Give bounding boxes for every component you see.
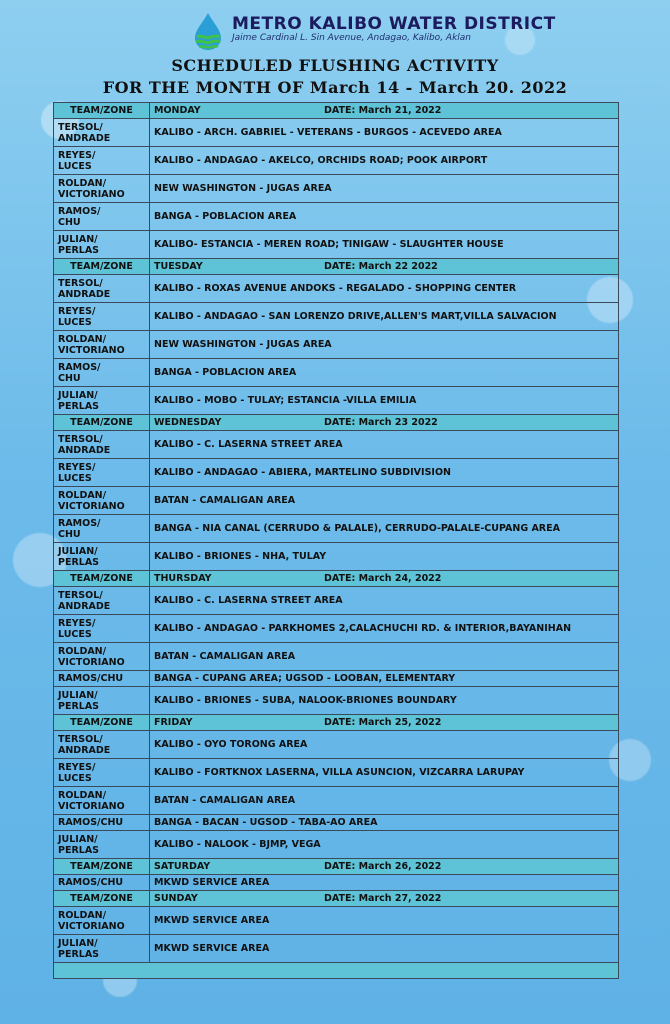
team-line-1: RAMOS/CHU <box>58 673 124 684</box>
team-line-2: LUCES <box>58 472 92 484</box>
team-cell <box>54 231 150 259</box>
table-row <box>54 759 619 787</box>
team-line-2: ANDRADE <box>58 132 111 144</box>
team-line-1: TERSOL/ <box>58 433 103 445</box>
organization-address: Jaime Cardinal L. Sin Avenue, Andagao, Kalibo, Aklan <box>232 33 472 43</box>
day-header-row <box>54 715 619 731</box>
table-row <box>54 459 619 487</box>
team-zone-header: TEAM/ZONE <box>54 859 150 875</box>
table-row <box>54 231 619 259</box>
team-line-1: RAMOS/ <box>58 205 101 217</box>
team-cell <box>54 303 150 331</box>
team-line-2: LUCES <box>58 316 92 328</box>
day-header-row <box>54 859 619 875</box>
team-line-1: REYES/ <box>58 761 96 773</box>
area-cell: KALIBO - FORTKNOX LASERNA, VILLA ASUNCION, VIZCARRA LARUPAY <box>150 759 619 787</box>
table-row <box>54 543 619 571</box>
area-cell: BANGA - BACAN - UGSOD - TABA-AO AREA <box>150 815 619 831</box>
water-drop-logo-icon <box>192 12 224 52</box>
team-line-2: LUCES <box>58 160 92 172</box>
team-line-2: PERLAS <box>58 400 100 412</box>
day-name: SATURDAY <box>154 861 211 872</box>
team-line-2: CHU <box>58 216 81 228</box>
area-cell: KALIBO - ANDAGAO - ABIERA, MARTELINO SUBDIVISION <box>150 459 619 487</box>
team-cell <box>54 671 150 687</box>
flushing-schedule-table <box>53 102 619 979</box>
day-header-row <box>54 891 619 907</box>
area-cell: BANGA - NIA CANAL (CERRUDO & PALALE), CERRUDO-PALALE-CUPANG AREA <box>150 515 619 543</box>
team-cell <box>54 643 150 671</box>
area-cell: KALIBO - OYO TORONG AREA <box>150 731 619 759</box>
team-cell <box>54 203 150 231</box>
team-cell <box>54 875 150 891</box>
team-line-1: ROLDAN/ <box>58 789 107 801</box>
table-row <box>54 515 619 543</box>
team-cell <box>54 331 150 359</box>
area-cell: KALIBO - BRIONES - NHA, TULAY <box>150 543 619 571</box>
team-cell <box>54 815 150 831</box>
team-cell <box>54 587 150 615</box>
day-header-row <box>54 103 619 119</box>
team-cell <box>54 431 150 459</box>
team-cell <box>54 515 150 543</box>
team-cell <box>54 459 150 487</box>
day-header-row <box>54 259 619 275</box>
area-cell: KALIBO - ANDAGAO - PARKHOMES 2,CALACHUCHI RD. & INTERIOR,BAYANIHAN <box>150 615 619 643</box>
day-name: TUESDAY <box>154 261 203 272</box>
document-subtitle: FOR THE MONTH OF March 14 - March 20. 2022 <box>102 78 568 97</box>
team-line-2: PERLAS <box>58 844 100 856</box>
table-row <box>54 387 619 415</box>
team-line-2: PERLAS <box>58 948 100 960</box>
table-row <box>54 907 619 935</box>
team-line-1: REYES/ <box>58 617 96 629</box>
area-cell: BANGA - POBLACION AREA <box>150 359 619 387</box>
team-line-2: VICTORIANO <box>58 344 125 356</box>
table-row <box>54 487 619 515</box>
team-line-1: TERSOL/ <box>58 733 103 745</box>
team-line-1: ROLDAN/ <box>58 489 107 501</box>
team-zone-header: TEAM/ZONE <box>54 259 150 275</box>
day-date-header <box>150 259 619 275</box>
day-name: THURSDAY <box>154 573 212 584</box>
day-date-header <box>150 103 619 119</box>
team-line-2: PERLAS <box>58 244 100 256</box>
area-cell: KALIBO - ROXAS AVENUE ANDOKS - REGALADO - SHOPPING CENTER <box>150 275 619 303</box>
table-footer-cell <box>54 963 619 979</box>
area-cell: MKWD SERVICE AREA <box>150 907 619 935</box>
team-line-1: JULIAN/ <box>58 233 98 245</box>
area-cell: MKWD SERVICE AREA <box>150 875 619 891</box>
team-line-2: ANDRADE <box>58 288 111 300</box>
day-name: FRIDAY <box>154 717 193 728</box>
day-date: DATE: March 27, 2022 <box>324 893 442 904</box>
area-cell: BATAN - CAMALIGAN AREA <box>150 787 619 815</box>
table-row <box>54 147 619 175</box>
day-date-header <box>150 571 619 587</box>
team-line-2: ANDRADE <box>58 444 111 456</box>
area-cell: NEW WASHINGTON - JUGAS AREA <box>150 175 619 203</box>
day-date: DATE: March 26, 2022 <box>324 861 442 872</box>
table-row <box>54 831 619 859</box>
document-header <box>0 0 670 100</box>
team-line-1: RAMOS/ <box>58 517 101 529</box>
area-cell: KALIBO - ANDAGAO - SAN LORENZO DRIVE,ALLEN'S MART,VILLA SALVACION <box>150 303 619 331</box>
team-cell <box>54 487 150 515</box>
team-line-2: CHU <box>58 372 81 384</box>
area-cell: NEW WASHINGTON - JUGAS AREA <box>150 331 619 359</box>
day-date-header <box>150 859 619 875</box>
table-row <box>54 275 619 303</box>
document-title: SCHEDULED FLUSHING ACTIVITY <box>171 56 499 75</box>
team-cell <box>54 119 150 147</box>
team-zone-header: TEAM/ZONE <box>54 103 150 119</box>
day-date: DATE: March 25, 2022 <box>324 717 442 728</box>
team-line-2: VICTORIANO <box>58 800 125 812</box>
table-row <box>54 671 619 687</box>
team-zone-header: TEAM/ZONE <box>54 891 150 907</box>
team-cell <box>54 907 150 935</box>
day-name: MONDAY <box>154 105 201 116</box>
table-row <box>54 875 619 891</box>
day-date: DATE: March 21, 2022 <box>324 105 442 116</box>
table-row <box>54 935 619 963</box>
area-cell: BANGA - POBLACION AREA <box>150 203 619 231</box>
table-row <box>54 175 619 203</box>
area-cell: MKWD SERVICE AREA <box>150 935 619 963</box>
table-row <box>54 643 619 671</box>
team-line-1: JULIAN/ <box>58 937 98 949</box>
table-row <box>54 787 619 815</box>
team-cell <box>54 759 150 787</box>
table-row <box>54 359 619 387</box>
day-header-row <box>54 415 619 431</box>
team-line-2: CHU <box>58 528 81 540</box>
team-cell <box>54 359 150 387</box>
team-line-1: JULIAN/ <box>58 389 98 401</box>
day-name: SUNDAY <box>154 893 198 904</box>
table-row <box>54 687 619 715</box>
team-zone-header: TEAM/ZONE <box>54 415 150 431</box>
team-line-1: RAMOS/ <box>58 361 101 373</box>
team-cell <box>54 147 150 175</box>
team-cell <box>54 387 150 415</box>
team-zone-header: TEAM/ZONE <box>54 715 150 731</box>
team-line-2: PERLAS <box>58 700 100 712</box>
team-line-1: ROLDAN/ <box>58 645 107 657</box>
day-date-header <box>150 415 619 431</box>
area-cell: KALIBO - MOBO - TULAY; ESTANCIA -VILLA EMILIA <box>150 387 619 415</box>
team-line-2: VICTORIANO <box>58 656 125 668</box>
team-cell <box>54 175 150 203</box>
team-line-1: RAMOS/CHU <box>58 877 124 888</box>
team-line-1: TERSOL/ <box>58 277 103 289</box>
team-line-1: JULIAN/ <box>58 689 98 701</box>
team-line-2: LUCES <box>58 772 92 784</box>
team-line-1: JULIAN/ <box>58 833 98 845</box>
area-cell: BATAN - CAMALIGAN AREA <box>150 487 619 515</box>
team-line-1: REYES/ <box>58 149 96 161</box>
team-line-2: VICTORIANO <box>58 920 125 932</box>
organization-name: METRO KALIBO WATER DISTRICT <box>232 14 556 34</box>
team-line-2: ANDRADE <box>58 744 111 756</box>
team-line-2: VICTORIANO <box>58 500 125 512</box>
area-cell: KALIBO- ESTANCIA - MEREN ROAD; TINIGAW - SLAUGHTER HOUSE <box>150 231 619 259</box>
team-cell <box>54 687 150 715</box>
team-line-1: TERSOL/ <box>58 121 103 133</box>
team-cell <box>54 731 150 759</box>
table-row <box>54 203 619 231</box>
day-name: WEDNESDAY <box>154 417 222 428</box>
team-cell <box>54 275 150 303</box>
area-cell: KALIBO - NALOOK - BJMP, VEGA <box>150 831 619 859</box>
table-row <box>54 431 619 459</box>
day-header-row <box>54 571 619 587</box>
table-row <box>54 815 619 831</box>
day-date: DATE: March 22 2022 <box>324 261 438 272</box>
team-line-1: ROLDAN/ <box>58 333 107 345</box>
day-date-header <box>150 715 619 731</box>
area-cell: KALIBO - ANDAGAO - AKELCO, ORCHIDS ROAD; POOK AIRPORT <box>150 147 619 175</box>
team-line-1: ROLDAN/ <box>58 909 107 921</box>
team-line-2: LUCES <box>58 628 92 640</box>
table-row <box>54 119 619 147</box>
area-cell: BATAN - CAMALIGAN AREA <box>150 643 619 671</box>
team-line-1: REYES/ <box>58 461 96 473</box>
table-row <box>54 587 619 615</box>
team-cell <box>54 615 150 643</box>
team-line-1: JULIAN/ <box>58 545 98 557</box>
team-cell <box>54 787 150 815</box>
area-cell: BANGA - CUPANG AREA; UGSOD - LOOBAN, ELEMENTARY <box>150 671 619 687</box>
team-zone-header: TEAM/ZONE <box>54 571 150 587</box>
team-line-2: VICTORIANO <box>58 188 125 200</box>
team-cell <box>54 543 150 571</box>
area-cell: KALIBO - ARCH. GABRIEL - VETERANS - BURGOS - ACEVEDO AREA <box>150 119 619 147</box>
team-line-2: PERLAS <box>58 556 100 568</box>
day-date: DATE: March 24, 2022 <box>324 573 442 584</box>
team-cell <box>54 935 150 963</box>
team-cell <box>54 831 150 859</box>
area-cell: KALIBO - C. LASERNA STREET AREA <box>150 431 619 459</box>
table-row <box>54 731 619 759</box>
team-line-2: ANDRADE <box>58 600 111 612</box>
table-row <box>54 615 619 643</box>
team-line-1: ROLDAN/ <box>58 177 107 189</box>
table-footer-row <box>54 963 619 979</box>
team-line-1: RAMOS/CHU <box>58 817 124 828</box>
table-row <box>54 331 619 359</box>
team-line-1: TERSOL/ <box>58 589 103 601</box>
day-date: DATE: March 23 2022 <box>324 417 438 428</box>
team-line-1: REYES/ <box>58 305 96 317</box>
table-row <box>54 303 619 331</box>
day-date-header <box>150 891 619 907</box>
area-cell: KALIBO - BRIONES - SUBA, NALOOK-BRIONES BOUNDARY <box>150 687 619 715</box>
area-cell: KALIBO - C. LASERNA STREET AREA <box>150 587 619 615</box>
